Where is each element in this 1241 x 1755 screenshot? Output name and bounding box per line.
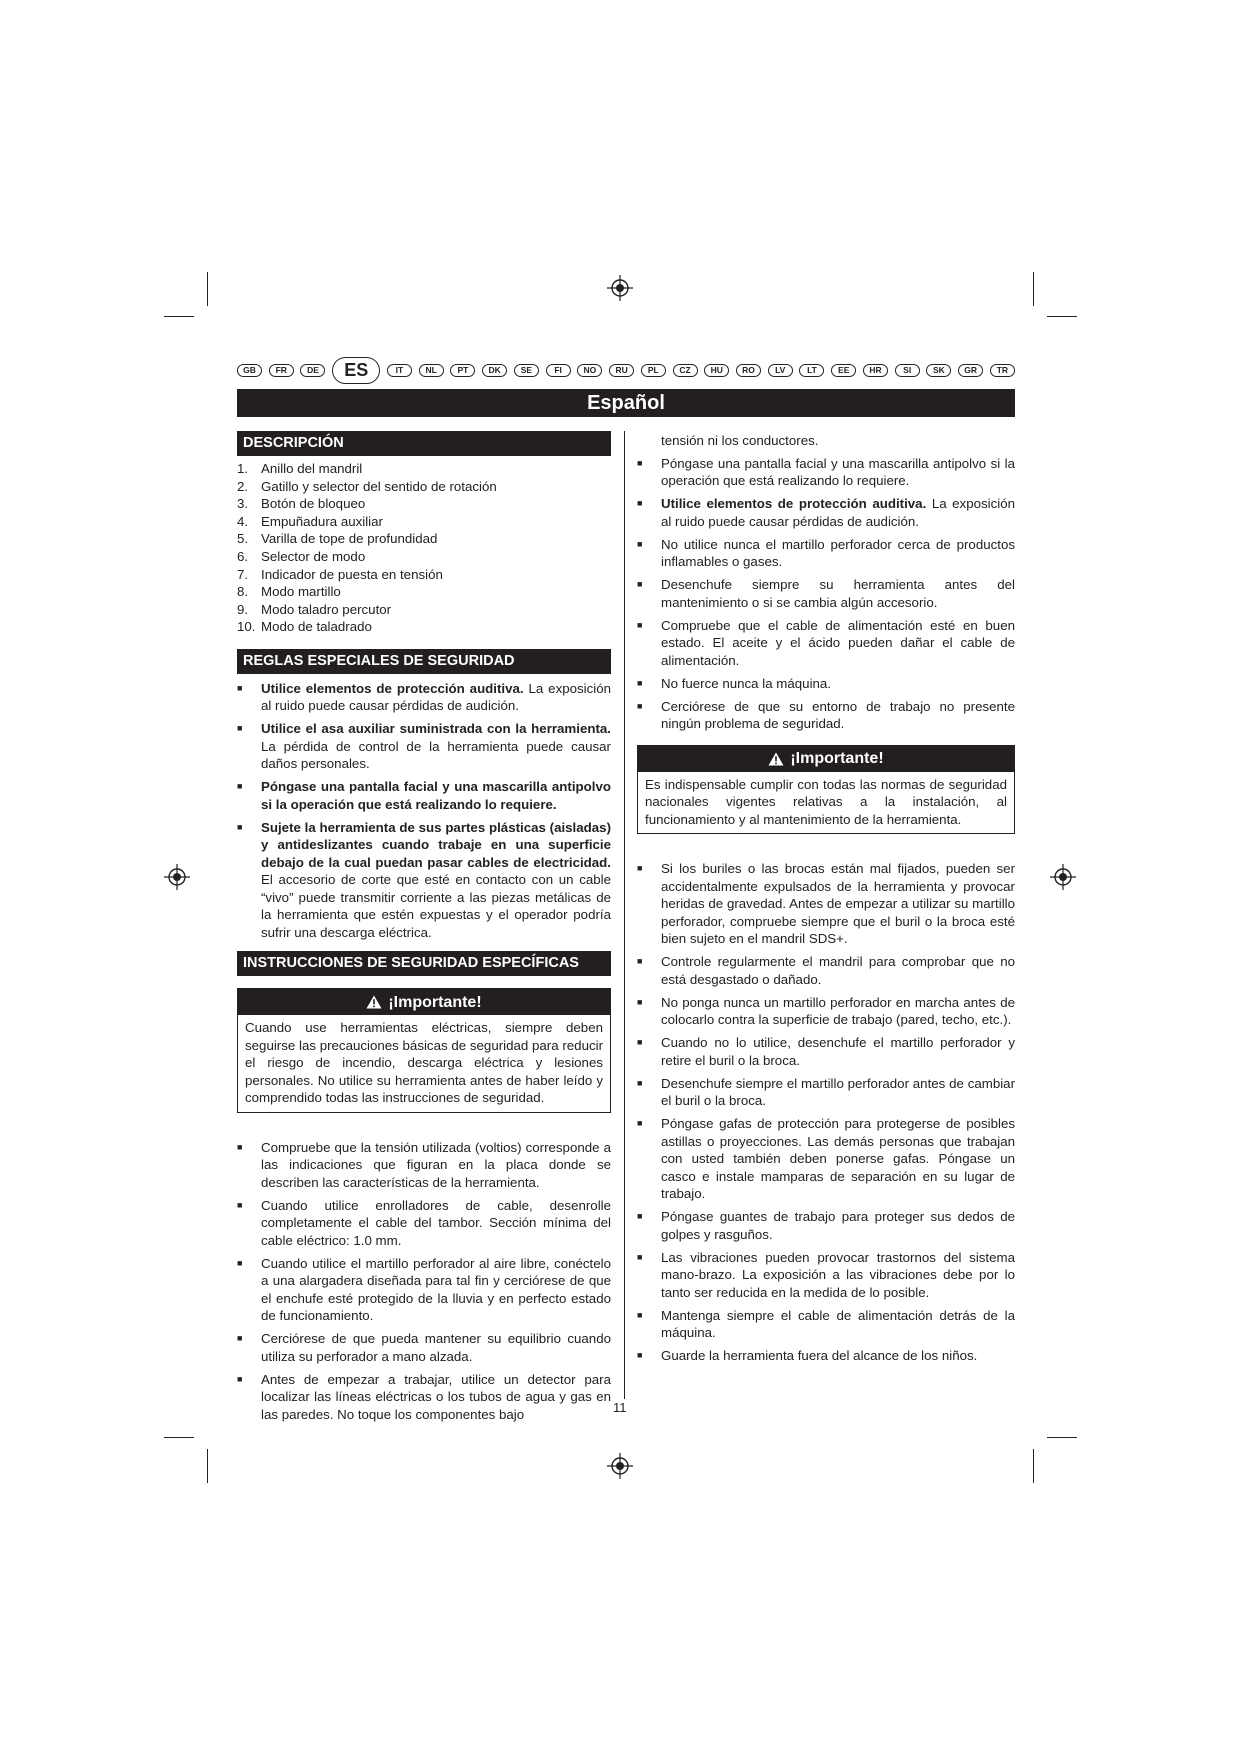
continuation-text: tensión ni los conductores. — [661, 433, 819, 448]
bullet-text-regular: Las vibraciones pueden provocar trastornos del sistema mano-brazo. La exposición a las vibraciones debe por lo tanto ser reducida en la medida de lo posible. — [661, 1249, 1015, 1300]
language-chip-cz[interactable]: CZ — [673, 364, 698, 377]
language-chip-hu[interactable]: HU — [704, 364, 729, 377]
warning-triangle-icon — [366, 995, 382, 1009]
language-chip-fi[interactable]: FI — [546, 364, 571, 377]
bullet-square-icon: ■ — [637, 579, 643, 589]
bullet-text — [661, 1307, 1015, 1342]
bullet-item — [237, 1255, 611, 1325]
bullet-text-regular: La exposición al ruido puede causar pérdidas de audición. — [661, 496, 1015, 529]
bullet-text — [661, 953, 1015, 988]
crop-mark — [1047, 316, 1077, 317]
crop-mark — [1047, 1437, 1077, 1438]
bullet-item — [637, 860, 1015, 948]
description-item — [237, 460, 611, 478]
bullet-item — [637, 1034, 1015, 1069]
bullet-item — [637, 1249, 1015, 1302]
bullet-text — [661, 617, 1015, 670]
bullet-square-icon: ■ — [637, 1309, 643, 1320]
bullet-text-bold: Utilice elementos de protección auditiva. — [661, 496, 927, 511]
bullet-item — [637, 1307, 1015, 1342]
bullet-text-regular: Póngase gafas de protección para protegerse de posibles astillas o proyecciones. Las demás personas que trabajan con usted también deben ponerse gafas. Póngase un casco e instale mamparas de separación en su lugar de trabajo. — [661, 1116, 1015, 1201]
bullet-text-regular: El accesorio de corte que esté en contacto con un cable “vivo” puede transmitir corriente a las piezas metálicas de la herramienta que estén expuestas y el operador podría sufrir una descarga eléctrica. — [261, 872, 611, 940]
special-rules-list — [237, 680, 611, 942]
item-number: 10. — [237, 619, 256, 635]
bullet-item — [637, 576, 1015, 611]
item-number: 4. — [237, 513, 249, 529]
description-item — [237, 495, 611, 513]
bullet-text-regular: Desenchufe siempre su herramienta antes del mantenimiento o si se cambia algún accesorio. — [661, 577, 1015, 610]
important-box — [637, 745, 1015, 835]
bullet-text — [661, 576, 1015, 611]
item-text: Selector de modo — [261, 548, 366, 564]
bullet-item — [237, 778, 611, 813]
item-number: 3. — [237, 496, 249, 512]
bullet-square-icon: ■ — [237, 1373, 243, 1384]
language-chip-dk[interactable]: DK — [482, 364, 507, 377]
left-column — [237, 431, 611, 1429]
column-divider — [624, 431, 625, 1399]
bullet-text — [661, 1208, 1015, 1243]
bullet-text-regular: Póngase guantes de trabajo para proteger sus dedos de golpes y rasguños. — [661, 1209, 1015, 1242]
registration-mark-icon — [164, 864, 190, 890]
bullet-square-icon: ■ — [637, 538, 643, 549]
bullet-item — [237, 1330, 611, 1365]
bullet-item — [637, 1115, 1015, 1203]
bullet-text — [261, 1255, 611, 1325]
language-chip-de[interactable]: DE — [300, 364, 325, 377]
bullet-square-icon: ■ — [637, 1251, 643, 1262]
item-text: Modo martillo — [261, 584, 341, 600]
bullet-square-icon: ■ — [237, 1141, 243, 1152]
item-number: 6. — [237, 548, 249, 564]
description-item — [237, 601, 611, 619]
crop-mark — [164, 316, 194, 317]
description-list — [237, 460, 611, 636]
bullet-square-icon: ■ — [637, 996, 643, 1007]
language-chip-ro[interactable]: RO — [736, 364, 761, 377]
warning-triangle-icon — [768, 752, 784, 766]
language-chip-ee[interactable]: EE — [831, 364, 856, 377]
language-chip-hr[interactable]: HR — [863, 364, 888, 377]
bullet-square-icon: ■ — [637, 1077, 643, 1088]
bullet-text-regular: Controle regularmente el mandril para comprobar que no está desgastado o dañado. — [661, 954, 1015, 987]
bullet-item — [637, 698, 1015, 733]
item-number: 8. — [237, 584, 249, 600]
language-chip-sk[interactable]: SK — [926, 364, 951, 377]
page-number: 11 — [613, 1400, 627, 1415]
language-selector — [237, 356, 1015, 384]
bullet-text-bold: Utilice elementos de protección auditiva. — [261, 680, 524, 696]
important-box-header — [638, 746, 1014, 772]
bullet-text — [661, 495, 1015, 530]
language-chip-fr[interactable]: FR — [269, 364, 294, 377]
bullet-text-regular: No fuerce nunca la máquina. — [661, 675, 832, 691]
bullet-square-icon: ■ — [237, 821, 243, 832]
important-box-header — [238, 989, 610, 1015]
description-item — [237, 566, 611, 584]
important-box-text: Cuando use herramientas eléctricas, siempre deben seguirse las precauciones básicas de seguridad para reducir el riesgo de incendio, descarga eléctrica y lesiones personales. No utilice su herramienta antes de haber leído y comprendido todas las instrucciones de seguridad. — [245, 1020, 603, 1106]
language-chip-se[interactable]: SE — [514, 364, 539, 377]
item-text: Empuñadura auxiliar — [261, 513, 383, 529]
bullet-text-regular: No utilice nunca el martillo perforador cerca de productos inflamables o gases. — [661, 536, 1015, 569]
bullet-item — [637, 536, 1015, 571]
bullet-square-icon: ■ — [237, 1199, 243, 1210]
item-number: 2. — [237, 478, 249, 494]
item-number: 7. — [237, 566, 249, 582]
bullet-item — [637, 495, 1015, 530]
bullet-text — [661, 994, 1015, 1029]
language-chip-nl[interactable]: NL — [419, 364, 444, 377]
bullet-text-regular: Cerciórese de que su entorno de trabajo no presente ningún problema de seguridad. — [661, 698, 1015, 731]
section-heading-description: DESCRIPCIÓN — [237, 431, 611, 456]
bullet-item — [637, 1347, 1015, 1365]
bullet-text-regular: Si los buriles o las brocas están mal fijados, pueden ser accidentalmente expulsados de la herramienta y provocar heridas de gravedad. Antes de empezar a utilizar su martillo perforador, compruebe siempre que el buril o la broca esté bien sujeto en el mandril SDS+. — [661, 861, 1015, 946]
specific-instructions-list — [237, 1139, 611, 1424]
language-chip-pt[interactable]: PT — [450, 364, 475, 377]
registration-mark-icon — [1050, 864, 1076, 890]
item-number: 1. — [237, 461, 249, 476]
bullet-square-icon: ■ — [637, 1350, 643, 1360]
right-bottom-list — [637, 860, 1015, 1365]
language-chip-tr[interactable]: TR — [990, 364, 1015, 377]
bullet-text — [661, 1034, 1015, 1069]
bullet-text — [661, 536, 1015, 571]
bullet-text-regular: Desenchufe siempre el martillo perforador antes de cambiar el buril o la broca. — [661, 1075, 1015, 1108]
bullet-text — [261, 778, 611, 813]
bullet-text-regular: Guarde la herramienta fuera del alcance de los niños. — [661, 1348, 978, 1363]
bullet-text-regular: Antes de empezar a trabajar, utilice un detector para localizar las líneas eléctricas o los tubos de agua y gas en las paredes. No toque los componentes bajo — [261, 1371, 611, 1422]
bullet-square-icon: ■ — [237, 1257, 243, 1268]
bullet-text — [261, 1197, 611, 1250]
bullet-square-icon: ■ — [637, 498, 643, 508]
bullet-item — [637, 617, 1015, 670]
bullet-text-regular: Mantenga siempre el cable de alimentación detrás de la máquina. — [661, 1307, 1015, 1340]
bullet-item — [637, 953, 1015, 988]
bullet-text — [661, 698, 1015, 733]
right-top-list — [637, 455, 1015, 733]
bullet-square-icon: ■ — [637, 1211, 643, 1221]
bullet-item — [237, 1139, 611, 1192]
bullet-text — [661, 455, 1015, 490]
bullet-text-bold: Utilice el asa auxiliar suministrada con la herramienta. — [261, 721, 611, 737]
bullet-text — [261, 1139, 611, 1192]
bullet-square-icon: ■ — [637, 457, 643, 468]
section-heading-specific-instructions: INSTRUCCIONES DE SEGURIDAD ESPECÍFICAS — [237, 951, 611, 976]
description-item — [237, 583, 611, 601]
bullet-text-regular: La exposición al ruido puede causar pérdidas de audición. — [261, 680, 611, 714]
bullet-text-regular: Cerciórese de que pueda mantener su equilibrio cuando utiliza su perforador a mano alzada. — [261, 1331, 611, 1364]
language-chip-gr[interactable]: GR — [958, 364, 983, 377]
bullet-square-icon: ■ — [637, 1037, 643, 1047]
bullet-square-icon: ■ — [237, 781, 243, 792]
bullet-item — [637, 455, 1015, 490]
item-text: Indicador de puesta en tensión — [261, 566, 443, 582]
language-chip-ru[interactable]: RU — [609, 364, 634, 377]
language-chip-pl[interactable]: PL — [641, 364, 666, 377]
important-box-title: ¡Importante! — [790, 749, 884, 767]
language-banner: Español — [237, 389, 1015, 417]
bullet-text-regular: Compruebe que el cable de alimentación esté en buen estado. El aceite y el ácido pueden dañar el cable de alimentación. — [661, 617, 1015, 668]
item-number: 9. — [237, 601, 249, 617]
section-heading-special-rules: REGLAS ESPECIALES DE SEGURIDAD — [237, 649, 611, 674]
language-chip-lt[interactable]: LT — [799, 364, 824, 377]
language-chip-es[interactable]: ES — [332, 357, 380, 384]
bullet-square-icon: ■ — [237, 682, 243, 693]
crop-mark — [164, 1437, 194, 1438]
important-box-text: Es indispensable cumplir con todas las normas de seguridad nacionales vigentes relativas a la instalación, al funcionamiento y al mantenimiento de la herramienta. — [645, 776, 1007, 827]
language-chip-gb[interactable]: GB — [237, 364, 262, 377]
item-text: Botón de bloqueo — [261, 496, 366, 512]
crop-mark — [207, 272, 208, 306]
bullet-text-regular: Póngase una pantalla facial y una mascarilla antipolvo si la operación que está realizando lo requiere. — [661, 455, 1015, 488]
bullet-text-bold: Sujete la herramienta de sus partes plásticas (aisladas) y antideslizantes cuando trabaje en una superficie debajo de la cual puedan pasar cables de electricidad. — [261, 819, 611, 870]
bullet-square-icon: ■ — [637, 700, 643, 711]
language-chip-lv[interactable]: LV — [768, 364, 793, 377]
crop-mark — [207, 1449, 208, 1483]
bullet-text — [661, 1347, 1015, 1365]
bullet-item — [637, 1208, 1015, 1243]
item-text: Modo taladro percutor — [261, 601, 392, 617]
bullet-square-icon: ■ — [237, 1333, 243, 1344]
bullet-item — [637, 675, 1015, 693]
bullet-text-regular: Cuando utilice el martillo perforador al aire libre, conéctelo a una alargadera diseñada para tal fin y cerciórese de que el enchufe esté protegido de la lluvia y en perfecto estado de funcionamiento. — [261, 1255, 611, 1324]
language-chip-it[interactable]: IT — [387, 364, 412, 377]
description-item — [237, 548, 611, 566]
bullet-item — [637, 994, 1015, 1029]
important-box — [237, 988, 611, 1113]
bullet-square-icon: ■ — [637, 677, 643, 688]
bullet-text — [261, 1371, 611, 1424]
bullet-text — [661, 1249, 1015, 1302]
crop-mark — [1033, 1449, 1034, 1483]
bullet-text-regular: No ponga nunca un martillo perforador en marcha antes de colocarlo contra la superficie de trabajo (pared, techo, etc.). — [661, 994, 1015, 1027]
bullet-text — [661, 1075, 1015, 1110]
bullet-item — [237, 1197, 611, 1250]
bullet-text — [661, 860, 1015, 948]
description-item — [237, 513, 611, 531]
bullet-text-bold: Póngase una pantalla facial y una mascarilla antipolvo si la operación que está realizando lo requiere. — [261, 779, 611, 812]
bullet-item — [237, 1371, 611, 1424]
registration-mark-icon — [607, 1453, 633, 1479]
bullet-square-icon: ■ — [637, 863, 643, 873]
bullet-text — [661, 1115, 1015, 1203]
bullet-square-icon: ■ — [237, 723, 243, 734]
bullet-item — [637, 1075, 1015, 1110]
item-text: Modo de taladrado — [261, 619, 372, 635]
bullet-item — [237, 720, 611, 773]
crop-mark — [1033, 272, 1034, 306]
bullet-square-icon: ■ — [637, 1118, 643, 1128]
registration-mark-icon — [607, 275, 633, 301]
bullet-text-regular: Cuando utilice enrolladores de cable, desenrolle completamente el cable del tambor. Sección mínima del cable eléctrico: 1.0 mm. — [261, 1197, 611, 1248]
description-item — [237, 618, 611, 636]
item-number: 5. — [237, 531, 249, 547]
bullet-text — [661, 675, 1015, 693]
item-text: Gatillo y selector del sentido de rotación — [261, 478, 497, 494]
right-column — [637, 431, 1015, 1370]
bullet-item — [237, 819, 611, 942]
description-item — [237, 530, 611, 548]
language-chip-no[interactable]: NO — [577, 364, 602, 377]
item-text: Anillo del mandril — [261, 461, 363, 476]
bullet-text — [261, 720, 611, 773]
bullet-text-regular: Cuando no lo utilice, desenchufe el martillo perforador y retire el buril o la broca. — [661, 1035, 1015, 1068]
item-text: Varilla de tope de profundidad — [261, 531, 438, 547]
bullet-item — [237, 680, 611, 715]
bullet-square-icon: ■ — [637, 619, 643, 630]
bullet-square-icon: ■ — [637, 956, 643, 966]
bullet-text-regular: La pérdida de control de la herramienta puede causar daños personales. — [261, 738, 611, 772]
description-item — [237, 478, 611, 496]
bullet-text — [261, 680, 611, 715]
language-chip-si[interactable]: SI — [895, 364, 920, 377]
important-box-title: ¡Importante! — [388, 993, 482, 1011]
bullet-text — [261, 1330, 611, 1365]
bullet-text-regular: Compruebe que la tensión utilizada (voltios) corresponde a las indicaciones que figuran en la placa donde se describen las características de la herramienta. — [261, 1139, 611, 1190]
bullet-text — [261, 819, 611, 942]
